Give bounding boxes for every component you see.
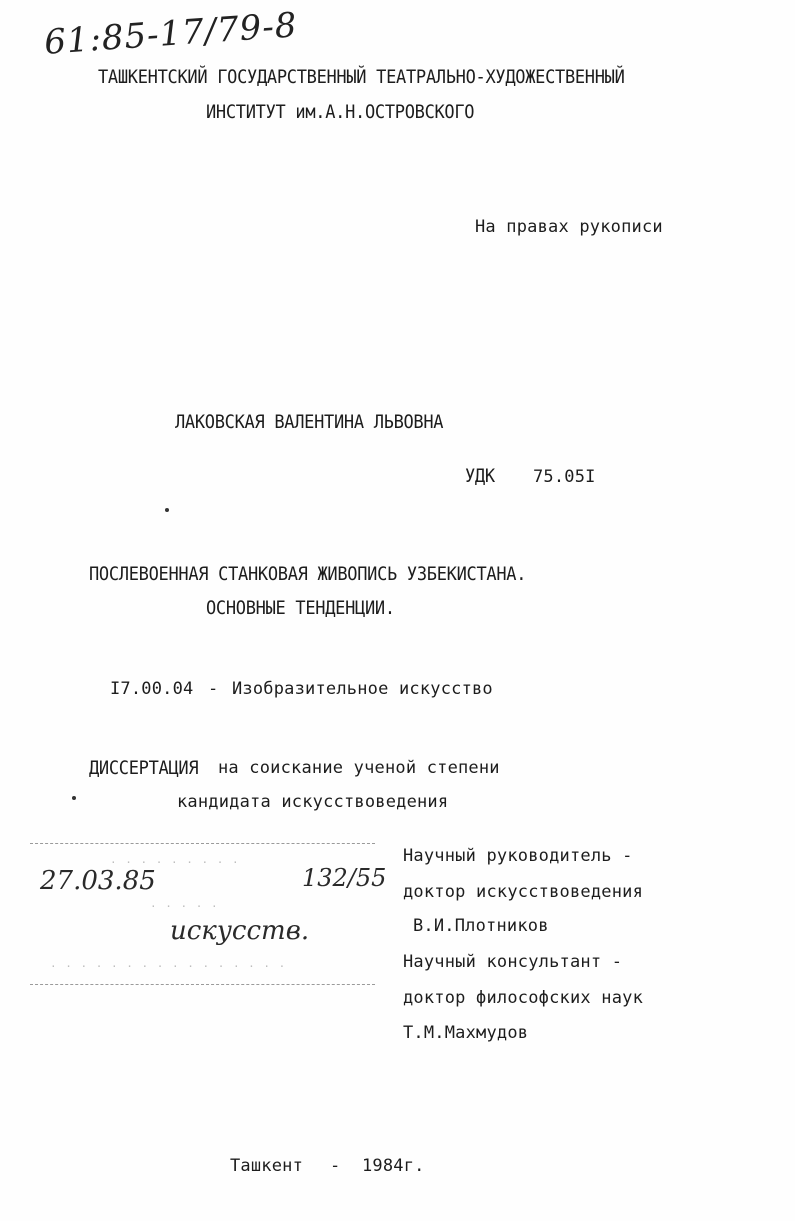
advisor-role: Научный руководитель - <box>403 846 633 866</box>
udc-label: УДК <box>465 465 495 488</box>
stamp-faded-text: · · · · · <box>150 900 219 913</box>
stamp-faded-text: · · · · · · · · · <box>110 856 240 869</box>
library-stamp <box>30 843 387 985</box>
consultant-role: Научный консультант - <box>403 952 623 972</box>
advisor-title: доктор искусствоведения <box>403 882 644 902</box>
author-name: ЛАКОВСКАЯ ВАЛЕНТИНА ЛЬВОВНА <box>175 411 444 434</box>
udc-value: 75.05I <box>533 467 596 487</box>
scan-speck <box>165 508 169 512</box>
dissertation-title-line-2: ОСНОВНЫЕ ТЕНДЕНЦИИ. <box>206 597 395 620</box>
scan-speck <box>72 796 76 800</box>
specialty-name: Изобразительное искусство <box>232 679 493 699</box>
advisor-name: В.И.Плотников <box>413 916 549 936</box>
stamp-word: искусств. <box>170 916 310 946</box>
degree-line-2: кандидата искусствоведения <box>177 792 449 812</box>
dissertation-title-line-1: ПОСЛЕВОЕННАЯ СТАНКОВАЯ ЖИВОПИСЬ УЗБЕКИСТАНА. <box>89 563 527 586</box>
stamp-date: 27.03.85 <box>40 866 156 896</box>
institution-line-1: ТАШКЕНТСКИЙ ГОСУДАРСТВЕННЫЙ ТЕАТРАЛЬНО-ХУДОЖЕСТВЕННЫЙ <box>98 66 625 89</box>
institution-line-2: ИНСТИТУТ им.А.Н.ОСТРОВСКОГО <box>206 101 475 124</box>
manuscript-rights: На правах рукописи <box>475 217 663 237</box>
degree-line-1: на соискание ученой степени <box>218 758 500 778</box>
consultant-title: доктор философских наук <box>403 988 644 1008</box>
footer-city: Ташкент <box>230 1156 304 1176</box>
stamp-faded-text: · · · · · · · · · · · · · · · · <box>50 960 287 973</box>
consultant-name: Т.М.Махмудов <box>403 1023 529 1043</box>
stamp-number: 132/55 <box>302 864 387 892</box>
degree-label: ДИССЕРТАЦИЯ <box>89 757 199 780</box>
footer-year: 1984г. <box>362 1156 425 1176</box>
footer-dash: - <box>330 1156 341 1176</box>
archive-number: 61:85-17/79-8 <box>42 5 299 63</box>
specialty-code: I7.00.04 <box>110 679 194 699</box>
specialty-dash: - <box>208 679 219 699</box>
